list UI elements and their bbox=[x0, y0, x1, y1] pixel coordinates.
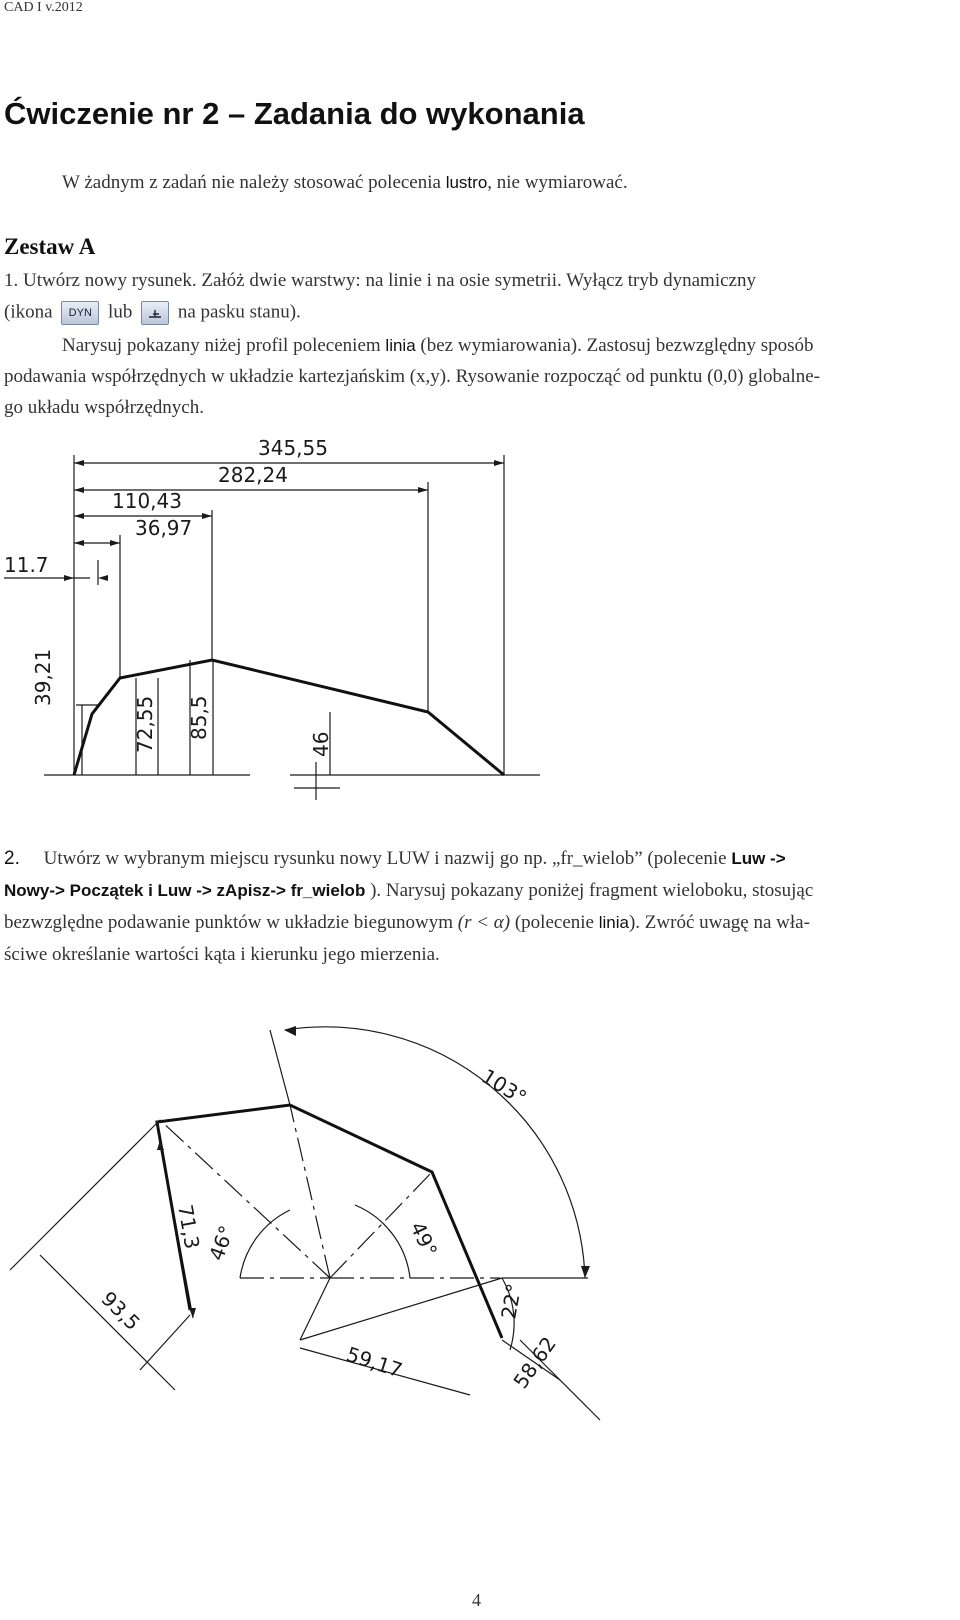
task2-number: 2. bbox=[4, 848, 20, 869]
dim-110-43: 110,43 bbox=[112, 489, 182, 513]
dim-72-55: 72,55 bbox=[133, 695, 157, 753]
task2-line3-mid: (polecenie bbox=[510, 912, 599, 933]
dim-93-5: 93,5 bbox=[96, 1286, 145, 1336]
task2-line3-after: ). Zwróć uwagę na wła- bbox=[628, 912, 810, 933]
task2-line2-text: ). Narysuj pokazany poniżej fragment wieloboku, stosując bbox=[365, 880, 814, 901]
angle-103: 103° bbox=[477, 1063, 531, 1110]
task1-line2-mid: lub bbox=[103, 301, 138, 323]
dim-36-97: 36,97 bbox=[135, 516, 193, 540]
task2-line4: ściwe określanie wartości kąta i kierunku jego mierzenia. bbox=[4, 944, 440, 965]
task1-line1: 1. Utwórz nowy rysunek. Załóż dwie warstwy: na linie i na osie symetrii. Wyłącz tryb dynamiczny bbox=[4, 270, 756, 291]
angle-49: 49° bbox=[405, 1217, 443, 1261]
task1-line3-command: linia bbox=[385, 336, 416, 355]
task1-line3-after: (bez wymiarowania). Zastosuj bezwzględny sposób bbox=[415, 335, 814, 356]
dim-58-62: 58,62 bbox=[508, 1332, 561, 1393]
dim-85-5: 85,5 bbox=[187, 695, 211, 740]
angle-22: 22° bbox=[496, 1281, 527, 1321]
document-header: CAD I v.2012 bbox=[4, 0, 83, 15]
task2-line2-command: Nowy-> Początek i Luw -> zApisz-> fr_wielob bbox=[4, 881, 366, 900]
angle-46: 46° bbox=[204, 1222, 239, 1264]
set-heading: Zestaw A bbox=[4, 234, 96, 259]
intro-text-before: W żadnym z zadań nie należy stosować polecenia bbox=[62, 172, 446, 193]
dim-59-17: 59,17 bbox=[343, 1341, 406, 1383]
task2-line1-text: Utwórz w wybranym miejscu rysunku nowy LUW i nazwij go np. „fr_wielob” (polecenie bbox=[43, 848, 732, 869]
intro-command: lustro bbox=[445, 173, 488, 192]
task1-line2-before: (ikona bbox=[4, 301, 58, 323]
dim-282-24: 282,24 bbox=[218, 463, 288, 487]
task1-line5: go układu współrzędnych. bbox=[4, 397, 204, 418]
task2-line1-command: Luw -> bbox=[731, 849, 786, 868]
task2-line3-before: bezwzględne podawanie punktów w układzie biegunowym bbox=[4, 912, 458, 933]
task1-line2-after: na pasku stanu). bbox=[173, 301, 301, 323]
page-number: 4 bbox=[472, 1590, 481, 1610]
task2-line3-math: (r < α) bbox=[457, 912, 511, 933]
dim-71-3: 71,3 bbox=[173, 1202, 205, 1251]
page-title: Ćwiczenie nr 2 – Zadania do wykonania bbox=[4, 96, 585, 131]
dim-46: 46 bbox=[309, 731, 333, 757]
dim-11-7: 11.7 bbox=[4, 553, 49, 577]
task2-line3-command: linia bbox=[598, 913, 629, 932]
task1-line3-before: Narysuj pokazany niżej profil poleceniem bbox=[62, 335, 386, 356]
task1-line4: podawania współrzędnych w układzie kartezjańskim (x,y). Rysowanie rozpocząć od punktu (0,0) globalne- bbox=[4, 366, 820, 387]
dim-39-21: 39,21 bbox=[31, 648, 55, 706]
dim-345-55: 345,55 bbox=[258, 436, 328, 460]
dyn-toggle-icon: DYN bbox=[61, 301, 99, 325]
intro-text-after: , nie wymiarować. bbox=[487, 172, 628, 193]
